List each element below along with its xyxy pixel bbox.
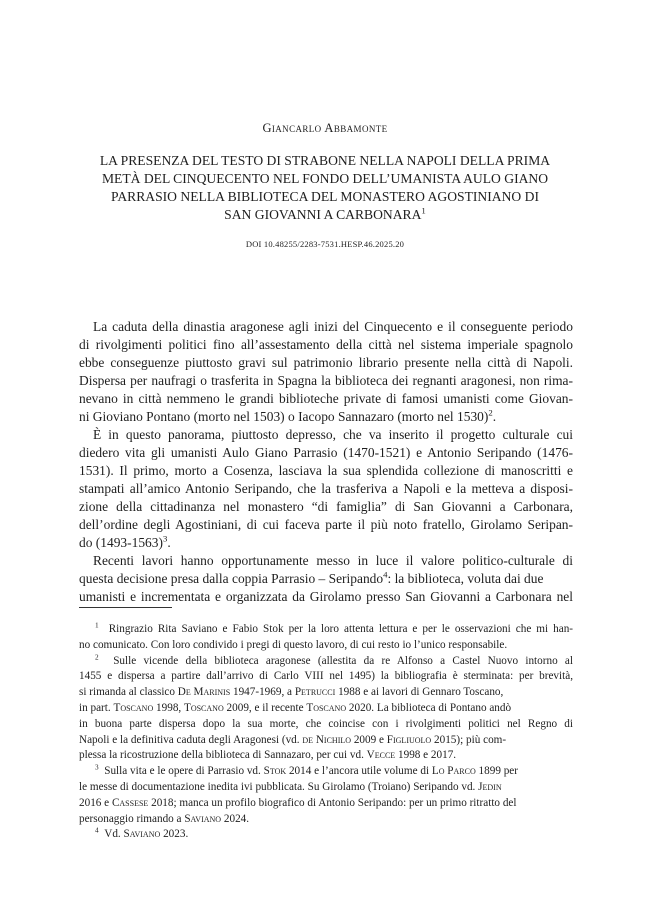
body-line-text: ni Gioviano Pontano (morto nel 1503) o Iacopo Sannazaro (morto nel 1530)	[79, 409, 489, 424]
footnote-number: 3	[95, 763, 99, 772]
title-line: LA PRESENZA DEL TESTO DI STRABONE NELLA NAPOLI DELLA PRIMA	[99, 153, 551, 168]
footnote-line	[79, 827, 573, 843]
cited-author: Saviano	[123, 828, 161, 841]
footnote-line	[79, 748, 573, 764]
body-line: di rivolgimenti politici fino all’assestamento della città nel sistema imperiale spagnolo	[79, 337, 573, 352]
footnote-line	[79, 654, 573, 670]
body-line: nevano in città nemmeno le grandi biblioteche private di famosi umanisti come Giovan-	[79, 391, 573, 406]
footnote-line: 1455 e dispersa a partire dall’arrivo di Carlo VIII nel 1495) la bibliografia è sterminata: per brevità,	[79, 670, 573, 683]
body-punct: .	[167, 535, 171, 550]
cited-author: Jedin	[478, 780, 502, 793]
footnote-separator	[79, 607, 172, 608]
footnote-text: 2023.	[160, 828, 189, 841]
footnote-text: 1998,	[153, 701, 184, 714]
title-line	[60, 206, 590, 224]
title-footnote-marker: 1	[421, 205, 426, 216]
footnote-text: in part.	[79, 701, 114, 714]
author-name: Giancarlo Abbamonte	[262, 121, 388, 135]
title-line: METÀ DEL CINQUECENTO NEL FONDO DELL’UMANISTA AULO GIANO	[101, 171, 549, 186]
body-line: Dispersa per naufragi o trasferita in Spagna la biblioteca dei regnanti aragonesi, non rima-	[79, 373, 573, 388]
footnote-line	[79, 780, 573, 796]
footnote-text: personaggio rimando a	[79, 812, 185, 825]
body-line: dell’ordine degli Agostiniani, di cui faceva parte il più noto fratello, Girolamo Seripan-	[79, 517, 573, 532]
cited-author: Vecce	[366, 749, 396, 762]
footnote-line	[79, 622, 573, 638]
body-line: È in questo panorama, piuttosto depresso, che va inserito il progetto culturale cui	[93, 427, 573, 442]
footnotes	[79, 622, 573, 843]
title-line: PARRASIO NELLA BIBLIOTECA DEL MONASTERO AGOSTINIANO DI	[111, 189, 539, 204]
body-line: La caduta della dinastia aragonese agli inizi del Cinquecento e il conseguente periodo	[93, 319, 573, 334]
cited-author: Toscano	[184, 701, 224, 714]
body-line	[79, 570, 573, 588]
cited-author: Figliuolo	[386, 733, 432, 746]
body-line: Recenti lavori hanno opportunamente messo in luce il valore politico-culturale di	[93, 553, 573, 568]
footnote-text: 1988 e ai lavori di Gennaro Toscano,	[335, 686, 504, 699]
footnote-ref: 2	[488, 407, 493, 418]
cited-author: Saviano	[184, 812, 222, 825]
cited-author: Toscano	[306, 701, 347, 714]
footnote-line: no comunicato. Con loro condivido i pregi di questo lavoro, di cui resto io l’unico responsabile.	[79, 638, 508, 651]
footnote-line	[79, 733, 573, 749]
body-line: zione della cittadinanza nel monastero “di famiglia” di San Giovanni a Carbonara,	[79, 499, 573, 514]
cited-author: Stok	[263, 765, 287, 778]
footnote-text: 2014 e l’ancora utile volume di	[286, 765, 432, 778]
footnote-ref: 4	[383, 569, 388, 580]
footnote-text: 1899 per	[475, 765, 518, 778]
title-line-text: SAN GIOVANNI A CARBONARA	[224, 207, 422, 222]
cited-author: Lo Parco	[431, 765, 476, 778]
footnote-text: 2018; manca un profilo biografico di Antonio Seripando: per un primo ritratto del	[148, 796, 517, 809]
footnote-ref: 3	[162, 533, 168, 544]
footnote-text: 1947-1969, a	[230, 686, 295, 699]
body-line: stampati all’amico Antonio Seripando, che la trasferiva a Napoli e la metteva a disposi-	[79, 481, 573, 496]
body-line-text: : la biblioteca, voluta dai due	[387, 571, 544, 586]
body-line: 1531). Il primo, morto a Cosenza, lasciava la sua splendida collezione di manoscritti e	[79, 463, 573, 478]
footnote-text: le messe di documentazione inedita ivi pubblicata. Su Girolamo (Troiano) Seripando vd.	[79, 780, 479, 793]
body-line: diedero vita gli umanisti Aulo Giano Parrasio (1470-1521) e Antonio Seripando (1476-	[79, 445, 573, 460]
footnote-text: Ringrazio Rita Saviano e Fabio Stok per la loro attenta lettura e per le osservazioni che mi han-	[108, 623, 573, 635]
body-line	[79, 408, 573, 426]
footnote-line	[79, 812, 573, 828]
footnote-text: 2009 e	[351, 733, 387, 746]
footnote-text: 2015); più com-	[431, 733, 507, 746]
footnote-text: 1998 e 2017.	[395, 749, 457, 762]
doi-identifier: DOI 10.48255/2283-7531.HESP.46.2025.20	[245, 239, 405, 249]
cited-author: Petrucci	[294, 686, 336, 699]
cited-author: Cassese	[111, 796, 149, 809]
body-punct: .	[492, 409, 497, 424]
footnote-number: 1	[95, 622, 99, 630]
footnote-text: Napoli e la definitiva caduta degli Aragonesi (vd.	[79, 733, 303, 746]
footnote-number: 2	[95, 653, 99, 661]
body-line: ebbe conseguenze piuttosto gravi sul patrimonio librario presente nella città di Napoli.	[79, 355, 573, 370]
cited-author: Toscano	[113, 701, 154, 714]
footnote-line	[79, 685, 573, 701]
footnote-text: 2020. La biblioteca di Pontano andò	[346, 701, 512, 714]
cited-author: de Nichilo	[302, 733, 352, 746]
cited-author: De Marinis	[177, 686, 231, 699]
footnote-text: 2024.	[221, 812, 250, 825]
footnote-line	[79, 701, 573, 717]
body-line-text: do (1493-1563)	[79, 535, 163, 550]
footnote-line	[79, 796, 573, 812]
footnote-text: 2016 e	[79, 796, 112, 809]
body-line	[79, 534, 573, 552]
footnote-text: Sulla vita e le opere di Parrasio vd.	[104, 765, 264, 778]
body-text	[79, 318, 573, 606]
footnote-text: Vd.	[104, 828, 124, 841]
body-line: umanisti e incrementata e organizzata da Girolamo presso San Giovanni a Carbonara nel	[79, 589, 573, 604]
article-title	[60, 152, 590, 224]
body-line-text: questa decisione presa dalla coppia Parrasio – Seripando	[79, 571, 384, 586]
footnote-line: in buona parte dispersa dopo la sua morte, che coincise con i rivolgimenti politici nel Regno di	[79, 717, 573, 730]
footnote-text: si rimanda al classico	[79, 686, 178, 699]
footnote-text: plessa la ricostruzione della biblioteca di Sannazaro, per cui vd.	[79, 749, 367, 762]
footnote-number: 4	[95, 826, 99, 835]
footnote-line	[79, 764, 573, 780]
footnote-text: 2009, e il recente	[223, 701, 307, 714]
footnote-text: Sulle vicende della biblioteca aragonese (allestita da re Alfonso a Castel Nuovo intorno al	[113, 654, 573, 667]
